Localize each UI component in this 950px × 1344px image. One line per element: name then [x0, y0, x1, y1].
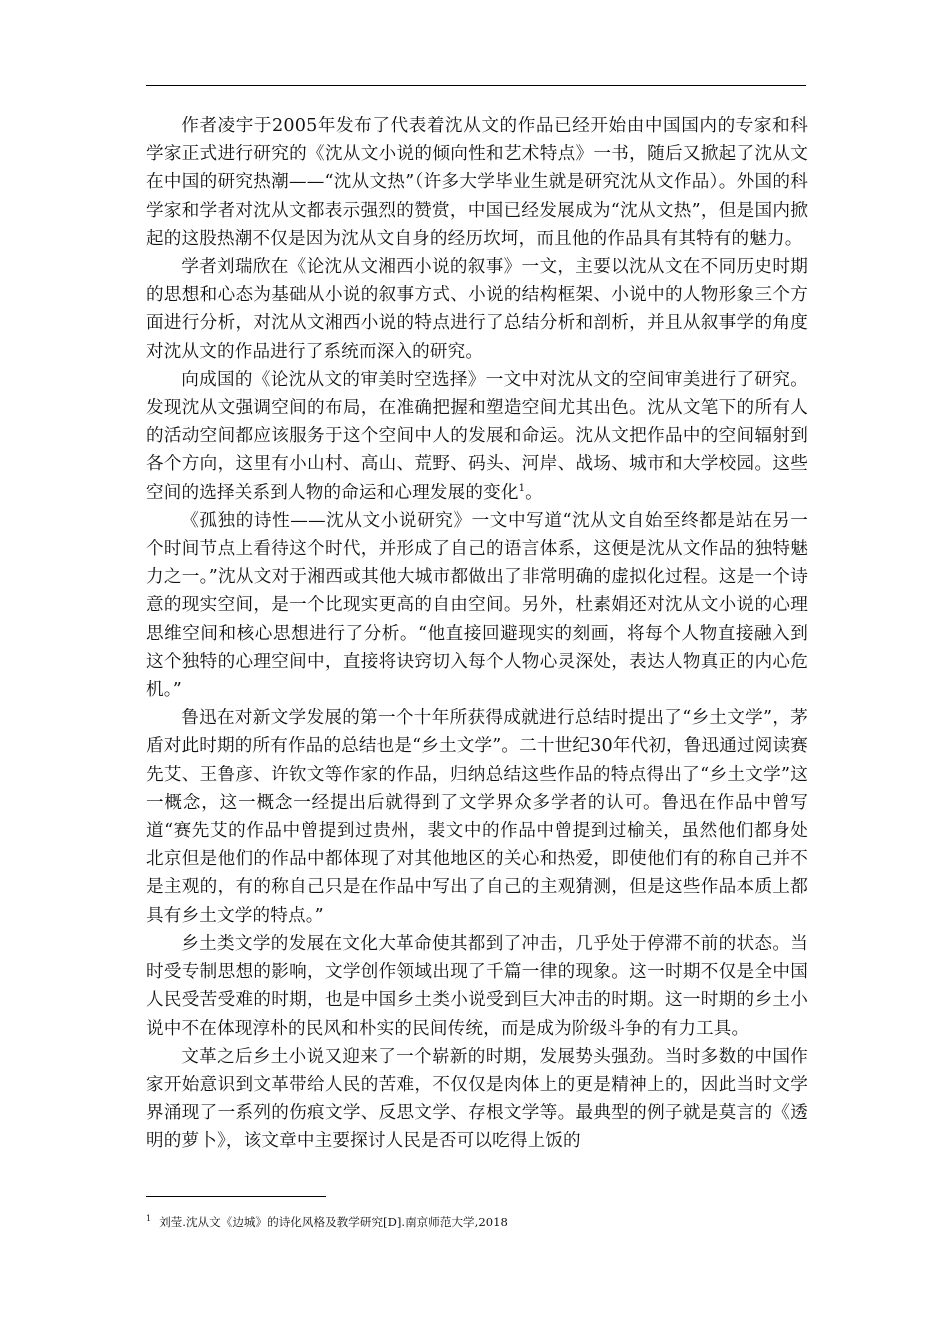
paragraph-5-text: 鲁迅在对新文学发展的第一个十年所获得成就进行总结时提出了“乡土文学”，茅盾对此时期的所有作品的总结也是“乡土文学”。二十世纪30年代初，鲁迅通过阅读赛先艾、王鲁彦、许钦文等作家的作品，归纳总结这些作品的特点得出了“乡土文学”这一概念，这一概念一经提出后就得到了文学界众多学者的认可。鲁迅在作品中曾写道“赛先艾的作品中曾提到过贵州，裴文中的作品中曾提到过榆关，虽然他们都身处北京但是他们的作品中都体现了对其他地区的关心和热爱，即使他们有的称自己并不是主观的，有的称自己只是在作品中写出了自己的主观猜测，但是这些作品本质上都具有乡土文学的特点。” — [146, 708, 809, 926]
body-text — [146, 112, 808, 1156]
paragraph-1 — [146, 112, 808, 253]
paragraph-2-text: 学者刘瑞欣在《论沈从文湘西小说的叙事》一文，主要以沈从文在不同历史时期的思想和心态为基础从小说的叙事方式、小说的结构框架、小说中的人物形象三个方面进行分析，对沈从文湘西小说的特点进行了总结分析和剖析，并且从叙事学的角度对沈从文的作品进行了系统而深入的研究。 — [146, 257, 808, 362]
paragraph-7-text: 文革之后乡土小说又迎来了一个崭新的时期，发展势头强劲。当时多数的中国作家开始意识到文革带给人民的苦难，不仅仅是肉体上的更是精神上的，因此当时文学界涌现了一系列的伤痕文学、反思文学、存根文学等。最典型的例子就是莫言的《透明的萝卜》，该文章中主要探讨人民是否可以吃得上饭的 — [146, 1046, 808, 1152]
paragraph-7 — [146, 1043, 808, 1156]
footnote — [146, 1214, 808, 1230]
paragraph-5 — [146, 704, 808, 930]
footnote-rule — [146, 1196, 326, 1197]
paragraph-6 — [146, 930, 808, 1043]
paragraph-6-text: 乡土类文学的发展在文化大革命使其都到了冲击，几乎处于停滞不前的状态。当时受专制思想的影响，文学创作领域出现了千篇一律的现象。这一时期不仅是全中国人民受苦受难的时期，也是中国乡土类小说受到巨大冲击的时期。这一时期的乡土小说中不在体现淳朴的民风和朴实的民间传统，而是成为阶级斗争的有力工具。 — [146, 933, 808, 1039]
paragraph-3-text: 向成国的《论沈从文的审美时空选择》一文中对沈从文的空间审美进行了研究。发现沈从文强调空间的布局，在准确把握和塑造空间尤其出色。沈从文笔下的所有人的活动空间都应该服务于这个空间中人的发展和命运。沈从文把作品中的空间辐射到各个方向，这里有小山村、高山、荒野、码头、河岸、战场、城市和大学校园。这些空间的选择关系到人物的命运和心理发展的变化 — [146, 369, 808, 503]
footnote-reference[interactable]: 1 — [518, 482, 526, 494]
footnote-mark: 1 — [146, 1214, 152, 1224]
paragraph-2 — [146, 253, 808, 366]
footnote-text: 刘莹.沈从文《边城》的诗化风格及教学研究[D].南京师范大学,2018 — [159, 1215, 508, 1229]
paragraph-4 — [146, 507, 808, 704]
paragraph-1-text: 作者凌宇于2005年发布了代表着沈从文的作品已经开始由中国国内的专家和科学家正式进行研究的《沈从文小说的倾向性和艺术特点》一书，随后又掀起了沈从文在中国的研究热潮——“沈从文热”（许多大学毕业生就是研究沈从文作品）。外国的科学家和学者对沈从文都表示强烈的赞赏，中国已经发展成为“沈从文热”，但是国内掀起的这股热潮不仅是因为沈从文自身的经历坎坷，而且他的作品具有其特有的魅力。 — [146, 116, 808, 249]
paragraph-3 — [146, 366, 808, 507]
header-rule — [146, 85, 806, 86]
paragraph-4-text: 《孤独的诗性——沈从文小说研究》一文中写道“沈从文自始至终都是站在另一个时间节点上看待这个时代，并形成了自己的语言体系，这便是沈从文作品的独特魅力之一。”沈从文对于湘西或其他大城市都做出了非常明确的虚拟化过程。这是一个诗意的现实空间，是一个比现实更高的自由空间。另外，杜素娟还对沈从文小说的心理思维空间和核心思想进行了分析。“他直接回避现实的刻画，将每个人物直接融入到这个独特的心理空间中，直接将诀窍切入每个人物心灵深处，表达人物真正的内心危机。” — [146, 510, 808, 701]
paragraph-3-tail: 。 — [525, 482, 543, 503]
